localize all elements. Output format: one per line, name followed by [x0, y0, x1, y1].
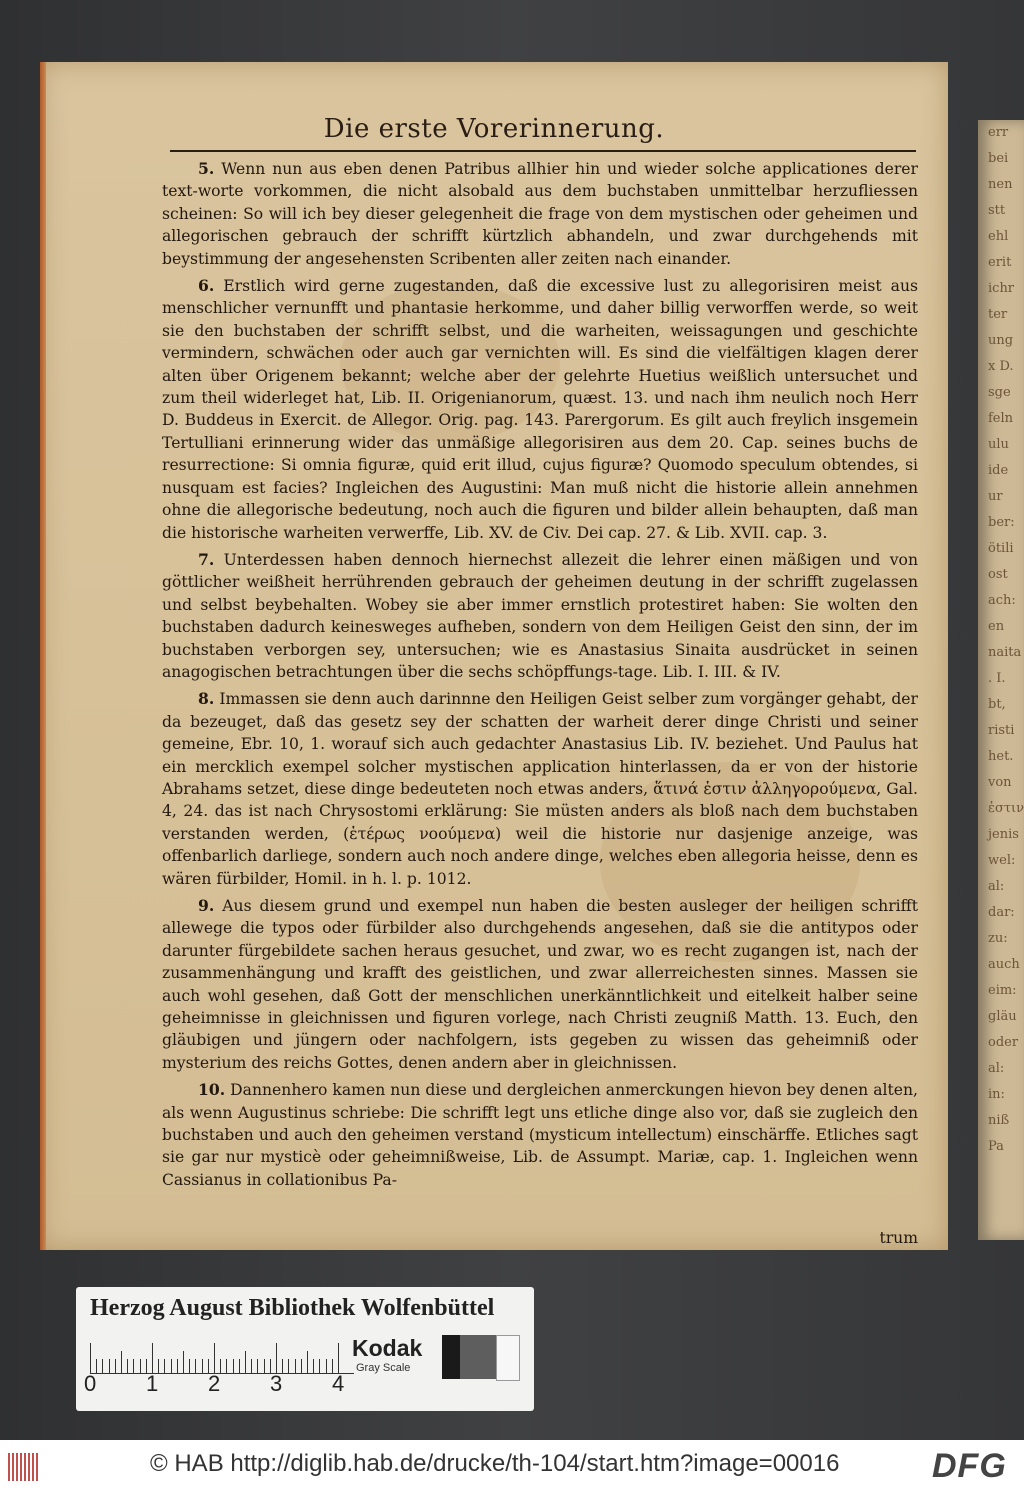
- adjacent-page-line: in:: [988, 1087, 1005, 1102]
- paragraph: [162, 275, 918, 544]
- adjacent-page-line: bei: [988, 151, 1009, 166]
- adjacent-page-line: het.: [988, 749, 1014, 764]
- paragraph-number: 6.: [198, 276, 215, 296]
- ruler-tick: [226, 1359, 227, 1373]
- adjacent-page-line: risti: [988, 723, 1015, 738]
- gray-patch-white: [496, 1335, 520, 1381]
- body-text: [162, 158, 918, 1196]
- ruler-tick: [276, 1343, 277, 1373]
- adjacent-page-line: en: [988, 619, 1005, 634]
- running-head: Die erste Vorerinnerung.: [323, 114, 665, 144]
- adjacent-page-line: bt,: [988, 697, 1006, 712]
- ruler-tick: [282, 1359, 283, 1373]
- ruler-tick: [158, 1359, 159, 1373]
- ruler-tick: [319, 1359, 320, 1373]
- barcode-icon: [8, 1453, 38, 1481]
- adjacent-page-line: niß: [988, 1113, 1010, 1128]
- ruler-tick: [177, 1359, 178, 1373]
- paragraph: [162, 549, 918, 683]
- ruler-tick: [313, 1359, 314, 1373]
- paragraph-number: 5.: [198, 159, 215, 178]
- adjacent-page-line: ötili: [988, 541, 1014, 556]
- adjacent-page-line: naita: [988, 645, 1022, 660]
- paragraph-number: 8.: [198, 689, 215, 709]
- paragraph-text: Wenn nun aus eben denen Patribus allhier hin und wieder solche applicationes derer text-worte vorkommen, die nicht alsobald aus dem buchstaben unmittelbar herzufliessen scheinen: So will ich bey dieser gelegenheit die frage von dem mystischen oder geheimen und allegorischen gebrauch der schrifft kürtzlich abhandeln, und zwar durchgehends mit beystimmung der angesehensten Scribenten aller zeiten nach einander.: [162, 160, 918, 268]
- adjacent-page-line: gläu: [988, 1009, 1017, 1024]
- ruler-tick: [257, 1359, 258, 1373]
- adjacent-page-line: stt: [988, 203, 1006, 218]
- gray-patch-mid: [460, 1335, 496, 1379]
- adjacent-page-line: feln: [988, 411, 1014, 426]
- ruler-number: 0: [84, 1371, 97, 1396]
- dfg-logo: DFG: [932, 1447, 1007, 1485]
- adjacent-page-line: ur: [988, 489, 1003, 504]
- adjacent-page-line: ung: [988, 333, 1014, 348]
- copyright-url[interactable]: © HAB http://diglib.hab.de/drucke/th-104/start.htm?image=00016: [150, 1450, 840, 1477]
- ruler-tick: [96, 1359, 97, 1373]
- adjacent-page-line: sge: [988, 385, 1011, 400]
- ruler-tick: [109, 1359, 110, 1373]
- ruler-tick: [164, 1359, 165, 1373]
- gray-patch-black: [442, 1335, 460, 1379]
- head-rule: [170, 150, 916, 152]
- ruler-tick: [301, 1359, 302, 1373]
- viewer-footer: [0, 1440, 1024, 1495]
- adjacent-page-line: dar:: [988, 905, 1015, 920]
- adjacent-page-line: al:: [988, 1061, 1005, 1076]
- adjacent-page-line: ichr: [988, 281, 1015, 296]
- ruler-number: 1: [146, 1371, 159, 1396]
- ruler-tick: [133, 1359, 134, 1373]
- paragraph-text: Erstlich wird gerne zugestanden, daß die excessive lust zu allegorisiren meist aus menschlicher vernunfft und phantasie herkomme, und daher billig verworffen werde, so weit sie den buchstaben der schrifft selbst, und die warheiten, weissagungen und geschichte vermindern, schwächen oder auch gar vernichten will. Es sind die vielfältigen klagen derer alten über Origenem bekannt; welche aber der gelehrte Huetius weißlich untersuchet und zum theil widerleget hat, Lib. II. Origenianorum, quæst. 13. und nach ihm neulich noch Herr D. Buddeus in Exercit. de Allegor. Orig. pag. 143. Parergorum. Es gilt auch freylich insgemein Tertulliani erinnerung wider das unmäßige allegorisiren aus dem 20. Cap. seines buchs de resurrectione: Si omnia figuræ, quid erit illud, cujus figuræ? Quomodo speculum obtendes, si nusquam est facies? Ingleichen des Augustini: Man muß nicht die historie allein annehmen ohne die allegorische bedeutung, noch auch die figuren und bilder allein behaupten, daß man die historische warheiten verwerffe, Lib. XV. de Civ. Dei cap. 27. & Lib. XVII. cap. 3.: [162, 277, 918, 542]
- ruler-tick: [140, 1359, 141, 1373]
- ruler-tick: [127, 1359, 128, 1373]
- adjacent-page-line: al:: [988, 879, 1005, 894]
- adjacent-page-line: ost: [988, 567, 1008, 582]
- adjacent-page-line: zu:: [988, 931, 1008, 946]
- ruler-tick: [183, 1351, 184, 1373]
- ruler-tick: [307, 1351, 308, 1373]
- paragraph-text: Dannenhero kamen nun diese und dergleichen anmerckungen hievon bey denen alten, als wenn Augustinus schriebe: Die schrifft legt uns etliche dinge also vor, daß sie zugleich den buchstaben und auch den geheimen verstand (mysticum intellectum) einschärffe. Etliches sagt sie gar nur mysticè oder geheimnißweise, Lib. de Assumpt. Mariæ, cap. 1. Ingleichen wenn Cassianus in collationibus Pa-: [162, 1081, 918, 1189]
- adjacent-page-line: auch: [988, 957, 1020, 972]
- adjacent-page-line: von: [988, 775, 1012, 790]
- adjacent-page-line: wel:: [988, 853, 1016, 868]
- ruler-tick: [233, 1359, 234, 1373]
- ruler-tick: [220, 1359, 221, 1373]
- paragraph-number: 10.: [198, 1080, 226, 1100]
- ruler-tick: [202, 1359, 203, 1373]
- adjacent-page-line: eim:: [988, 983, 1017, 998]
- paragraph: [162, 158, 918, 270]
- color-target-card: [76, 1287, 534, 1411]
- adjacent-page-line: err: [988, 125, 1009, 140]
- ruler-tick: [189, 1359, 190, 1373]
- ruler-tick: [115, 1359, 116, 1373]
- adjacent-page-line: oder: [988, 1035, 1019, 1050]
- ruler-tick: [264, 1359, 265, 1373]
- adjacent-page-line: Pa: [988, 1139, 1004, 1154]
- ruler-tick: [251, 1359, 252, 1373]
- adjacent-page-line: ach:: [988, 593, 1016, 608]
- ruler-tick: [171, 1359, 172, 1373]
- paragraph-number: 7.: [198, 549, 215, 569]
- kodak-logo: Kodak: [346, 1335, 442, 1362]
- adjacent-page-line: ber:: [988, 515, 1015, 530]
- adjacent-page-line: nen: [988, 177, 1013, 192]
- adjacent-page-line: ἐστιν: [988, 801, 1024, 816]
- ruler-tick: [214, 1343, 215, 1373]
- paragraph-text: Unterdessen haben dennoch hiernechst allezeit die lehrer einen mäßigen und von göttlicher weißheit herrührenden gebrauch der geheimen deutung in der schrifft zugelassen und selbst beybehalten. Wobey sie aber immer ernstlich protestiret haben: Sie wolten den buchstaben dadurch keinesweges aufheben, sondern von dem Heiligen Geist den sinn, der im buchstaben verborgen sey, untersuchen; wie es Anastasius Sinaita ausdrücket in seinen anagogischen betrachtungen über die sechs schöpffungs-tage. Lib. I. III. & IV.: [162, 550, 918, 681]
- paragraph: [162, 1079, 918, 1191]
- adjacent-page-line: x D.: [988, 359, 1014, 374]
- ruler-tick: [239, 1359, 240, 1373]
- adjacent-page-line: ter: [988, 307, 1008, 322]
- adjacent-page-line: . I.: [988, 671, 1006, 686]
- adjacent-page-line: ide: [988, 463, 1009, 478]
- adjacent-page-line: jenis: [988, 827, 1019, 842]
- gray-scale-label: Gray Scale: [354, 1362, 436, 1374]
- ruler-number: 4: [332, 1371, 345, 1396]
- library-name: Herzog August Bibliothek Wolfenbüttel: [90, 1295, 495, 1321]
- ruler-tick: [288, 1359, 289, 1373]
- ruler-number: 2: [208, 1371, 221, 1396]
- paragraph: [162, 688, 918, 890]
- catchword: trum: [879, 1229, 918, 1247]
- ruler-tick: [295, 1359, 296, 1373]
- adjacent-page-fragment: [978, 120, 1024, 1240]
- adjacent-page-line: ulu: [988, 437, 1009, 452]
- adjacent-page-line: ehl: [988, 229, 1009, 244]
- ruler-tick: [121, 1351, 122, 1373]
- ruler-number: 3: [270, 1371, 283, 1396]
- ruler-tick: [102, 1359, 103, 1373]
- paragraph-text: Immassen sie denn auch darinnne den Heiligen Geist selber zum vorgänger gehabt, der da bezeuget, daß das gesetz sey der schatten der warheit derer dinge Christi und seiner gemeine, Ebr. 10, 1. worauf sich auch gedachter Anastasius Lib. IV. beziehet. Und Paulus hat ein mercklich exempel solcher mystischen application hinterlassen, da er von der historie Abrahams setzet, diese dinge bedeuteten noch etwas anders, ἅτινά ἐστιν ἀλληγορούμενα, Gal. 4, 24. das ist nach Chrysostomi erklärung: Sie müsten anders als bloß nach dem buchstaben verstanden werden, (ἑτέρως νοούμενα) weil die historie nur dasjenige anzeige, was offenbarlich darliege, sondern auch noch andere dinge, welches eben allegoria heisse, denn es wären fürbilder, Homil. in h. l. p. 1012.: [162, 690, 918, 888]
- ruler-tick: [90, 1343, 91, 1373]
- adjacent-page-line: erit: [988, 255, 1012, 270]
- ruler-tick: [152, 1343, 153, 1373]
- ruler-tick: [338, 1343, 339, 1373]
- book-page: [40, 62, 948, 1250]
- ruler-tick: [326, 1359, 327, 1373]
- paragraph-number: 9.: [198, 896, 215, 915]
- page-edge: [40, 62, 46, 1250]
- ruler-tick: [195, 1359, 196, 1373]
- paragraph-text: Aus diesem grund und exempel nun haben die besten ausleger der heiligen schrifft allewege die typos oder fürbilder also durchgehends angesehen, daß sie die antitypos oder darunter fürgebildete sachen heraus gesuchet, und zwar, wo es recht zugangen ist, nach der zusammenhängung und krafft des geistlichen, und zwar allerreichesten sinnes. Massen sie auch wohl gesehen, daß Gott der menschlichen unerkänntlichkeit und eitelkeit halber seine geheimnisse in gleichnissen und figuren vorlege, nach Christi zeugniß Matth. 13. Euch, den gläubigen und jüngern oder nachfolgern, ists gegeben zu wissen das geheimniß oder mysterium des reichs Gottes, denen andern aber in gleichnissen.: [162, 897, 918, 1072]
- ruler-tick: [245, 1351, 246, 1373]
- paragraph: [162, 895, 918, 1074]
